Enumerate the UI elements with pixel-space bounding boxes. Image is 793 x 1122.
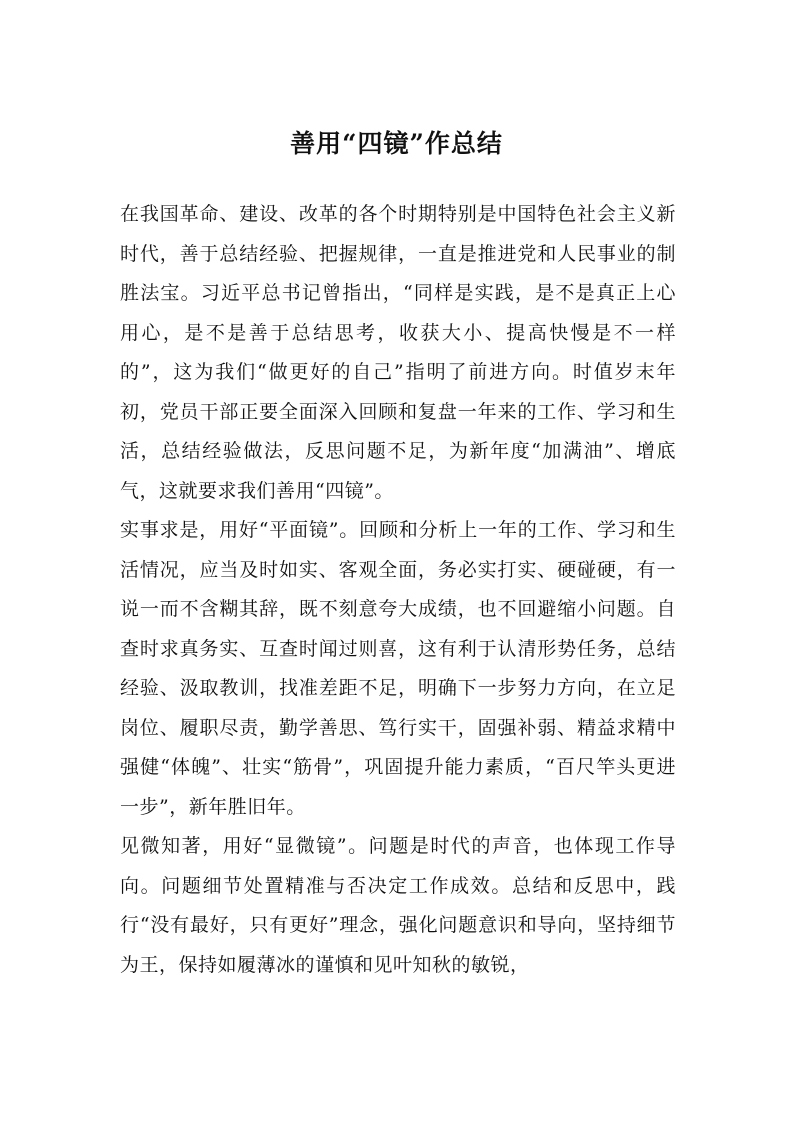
paragraph-intro: 在我国革命、建设、改革的各个时期特别是中国特色社会主义新时代，善于总结经验、把握规律，一直是推进党和人民事业的制胜法宝。习近平总书记曾指出，“同样是实践，是不是真正上心用心，是不是善于总结思考，收获大小、提高快慢是不一样的”，这为我们“做更好的自己”指明了前进方向。时值岁末年初，党员干部正要全面深入回顾和复盘一年来的工作、学习和生活，总结经验做法，反思问题不足，为新年度“加满油”、增底气，这就要求我们善用“四镜”。 bbox=[120, 203, 676, 502]
paragraph-microscope: 见微知著，用好“显微镜”。问题是时代的声音，也体现工作导向。问题细节处置精准与否决定工作成效。总结和反思中，践行“没有最好，只有更好”理念，强化问题意识和导向，坚持细节为王，保持如履薄冰的谨慎和见叶知秋的敏锐， bbox=[120, 835, 676, 976]
paragraph-flat-mirror: 实事求是，用好“平面镜”。回顾和分析上一年的工作、学习和生活情况，应当及时如实、客观全面，务必实打实、硬碰硬，有一说一而不含糊其辞，既不刻意夸大成绩，也不回避缩小问题。自查时求真务实、互查时闻过则喜，这有利于认清形势任务，总结经验、汲取教训，找准差距不足，明确下一步努力方向，在立足岗位、履职尽责，勤学善思、笃行实干，固强补弱、精益求精中强健“体魄”、壮实“筋骨”，巩固提升能力素质，“百尺竿头更进一步”，新年胜旧年。 bbox=[120, 519, 676, 818]
document-body bbox=[120, 195, 676, 985]
document-title: 善用“四镜”作总结 bbox=[290, 129, 503, 158]
